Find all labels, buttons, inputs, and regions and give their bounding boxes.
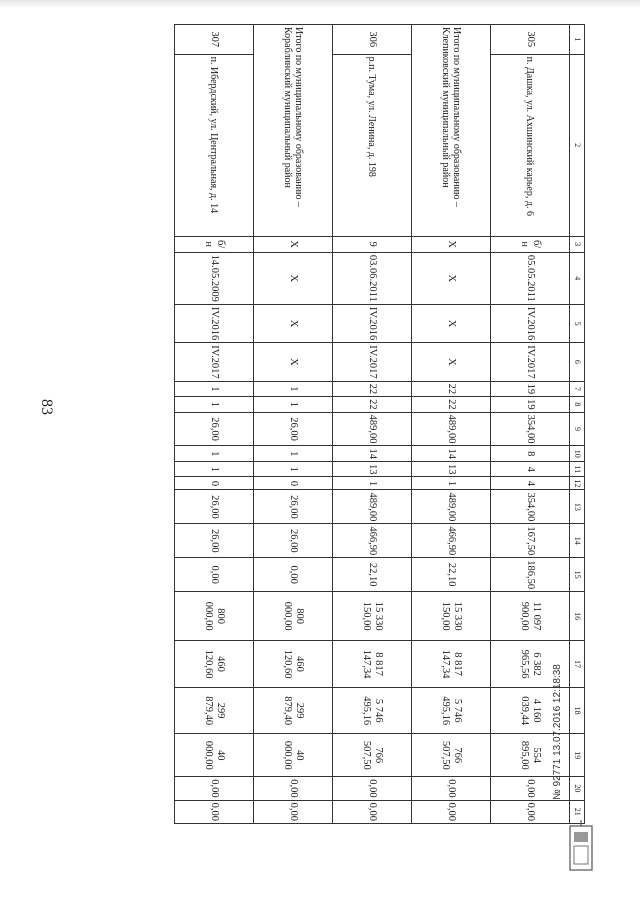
table-cell-col-1: 306	[333, 25, 412, 55]
table-cell-col-7: 22	[412, 381, 491, 397]
table-cell-col-16: 800 000,00	[254, 592, 333, 641]
column-number-20: 20	[570, 777, 585, 800]
column-number-13: 13	[570, 490, 585, 524]
table-cell-col-19: 40 000,00	[254, 734, 333, 777]
table-cell-col-4: X	[254, 252, 333, 304]
column-number-2: 2	[570, 54, 585, 236]
table-cell-col-17: 8 817 147,34	[412, 641, 491, 688]
housing-register-table	[174, 24, 585, 824]
table-cell-col-6: IV.2017	[491, 343, 570, 381]
table-cell-col-18: 5 746 495,16	[412, 687, 491, 734]
table-cell-col-21: 0,00	[491, 800, 570, 823]
table-cell-col-13: 489,00	[412, 490, 491, 524]
table-cell-col-12: 1	[333, 477, 412, 490]
column-number-16: 16	[570, 592, 585, 641]
table-cell-col-17: 460 120,60	[254, 641, 333, 688]
table-cell-col-15: 186,50	[491, 558, 570, 592]
table-cell-col-1: Итого по муниципальному образованию – Кораблинский муниципальный район	[254, 25, 333, 237]
table-cell-col-3: б/н	[491, 236, 570, 252]
column-number-4: 4	[570, 252, 585, 304]
table-cell-col-20: 0,00	[491, 777, 570, 800]
column-number-10: 10	[570, 446, 585, 462]
footer-document-stamp: № 92771 13.07.2016 12:18:38	[552, 664, 563, 800]
table-cell-col-12: 0	[254, 477, 333, 490]
table-cell-col-19: 766 507,50	[333, 734, 412, 777]
table-cell-col-13: 26,00	[175, 490, 254, 524]
table-cell-col-20: 0,00	[412, 777, 491, 800]
column-number-15: 15	[570, 558, 585, 592]
table-cell-col-9: 26,00	[254, 412, 333, 446]
column-number-6: 6	[570, 343, 585, 381]
table-cell-col-1: 305	[491, 25, 570, 55]
table-cell-col-21: 0,00	[175, 800, 254, 823]
table-cell-col-15: 22,10	[412, 558, 491, 592]
table-cell-col-8: 22	[412, 397, 491, 413]
table-cell-col-13: 354,00	[491, 490, 570, 524]
table-cell-col-21: 0,00	[333, 800, 412, 823]
table-cell-col-6: IV.2017	[175, 343, 254, 381]
table-cell-col-21: 0,00	[412, 800, 491, 823]
table-cell-col-18: 299 879,40	[254, 687, 333, 734]
table-cell-col-6: X	[254, 343, 333, 381]
table-cell-col-4: 05.05.2011	[491, 252, 570, 304]
table-cell-col-17: 6 382 965,56	[491, 641, 570, 688]
table-cell-col-19: 40 000,00	[175, 734, 254, 777]
table-row	[175, 25, 254, 824]
table-cell-col-10: 1	[175, 446, 254, 462]
table-cell-col-7: 22	[333, 381, 412, 397]
table-cell-col-5: IV.2016	[175, 304, 254, 342]
table-cell-col-11: 4	[491, 461, 570, 477]
table-row	[254, 25, 333, 824]
table-cell-col-20: 0,00	[333, 777, 412, 800]
table-cell-col-20: 0,00	[175, 777, 254, 800]
scan-edge	[0, 0, 640, 8]
column-number-14: 14	[570, 524, 585, 558]
table-cell-col-10: 1	[254, 446, 333, 462]
column-number-7: 7	[570, 381, 585, 397]
table-cell-col-13: 26,00	[254, 490, 333, 524]
table-cell-col-12: 1	[412, 477, 491, 490]
table-cell-col-8: 22	[333, 397, 412, 413]
table-cell-col-19: 554 895,00	[491, 734, 570, 777]
column-number-5: 5	[570, 304, 585, 342]
column-number-3: 3	[570, 236, 585, 252]
table-cell-col-20: 0,00	[254, 777, 333, 800]
table-cell-col-18: 5 746 495,16	[333, 687, 412, 734]
table-cell-col-7: 19	[491, 381, 570, 397]
table-cell-col-14: 26,00	[254, 524, 333, 558]
column-number-21: 21	[570, 800, 585, 823]
table-cell-col-8: 19	[491, 397, 570, 413]
table-cell-col-4: 14.05.2009	[175, 252, 254, 304]
column-number-17: 17	[570, 641, 585, 688]
column-number-11: 11	[570, 461, 585, 477]
table-cell-col-7: 1	[175, 381, 254, 397]
table-cell-col-9: 489,00	[412, 412, 491, 446]
column-number-19: 19	[570, 734, 585, 777]
table-cell-col-7: 1	[254, 381, 333, 397]
table-cell-col-16: 15 330 150,00	[333, 592, 412, 641]
page-number: 83	[38, 399, 55, 415]
table-cell-col-9: 26,00	[175, 412, 254, 446]
table-cell-col-3: X	[254, 236, 333, 252]
table-cell-col-3: б/н	[175, 236, 254, 252]
table-cell-col-2: р.п. Тума, ул. Ленина, д. 198	[333, 54, 412, 236]
table-cell-col-3: 9	[333, 236, 412, 252]
table-cell-col-16: 11 097 900,00	[491, 592, 570, 641]
table-cell-col-5: X	[412, 304, 491, 342]
table-cell-col-5: X	[254, 304, 333, 342]
table-cell-col-15: 0,00	[254, 558, 333, 592]
table-cell-col-8: 1	[175, 397, 254, 413]
table-cell-col-1: Итого по муниципальному образованию – Клепиковский муниципальный район	[412, 25, 491, 237]
table-cell-col-11: 13	[412, 461, 491, 477]
table-cell-col-16: 800 000,00	[175, 592, 254, 641]
table-cell-col-21: 0,00	[254, 800, 333, 823]
table-cell-col-9: 354,00	[491, 412, 570, 446]
table-cell-col-15: 22,10	[333, 558, 412, 592]
table-cell-col-13: 489,00	[333, 490, 412, 524]
table-cell-col-17: 460 120,60	[175, 641, 254, 688]
table-cell-col-15: 0,00	[175, 558, 254, 592]
table-cell-col-18: 4 160 039,44	[491, 687, 570, 734]
column-number-12: 12	[570, 477, 585, 490]
table-cell-col-2: п. Дашка, ул. Ахшинский карьер, д. 6	[491, 54, 570, 236]
column-number-1: 1	[570, 25, 585, 55]
table-wrapper	[55, 24, 585, 824]
table-cell-col-17: 8 817 147,34	[333, 641, 412, 688]
table-cell-col-4: 03.06.2011	[333, 252, 412, 304]
table-cell-col-6: X	[412, 343, 491, 381]
table-cell-col-10: 8	[491, 446, 570, 462]
table-cell-col-10: 14	[412, 446, 491, 462]
column-number-8: 8	[570, 397, 585, 413]
table-cell-col-14: 167,50	[491, 524, 570, 558]
table-cell-col-12: 0	[175, 477, 254, 490]
emblem-icon	[566, 818, 596, 878]
table-cell-col-11: 1	[175, 461, 254, 477]
table-cell-col-11: 1	[254, 461, 333, 477]
table-cell-col-9: 489,00	[333, 412, 412, 446]
column-number-9: 9	[570, 412, 585, 446]
table-cell-col-11: 13	[333, 461, 412, 477]
table-cell-col-14: 466,90	[412, 524, 491, 558]
table-cell-col-10: 14	[333, 446, 412, 462]
table-row	[412, 25, 491, 824]
table-cell-col-5: IV.2016	[333, 304, 412, 342]
table-cell-col-14: 26,00	[175, 524, 254, 558]
table-cell-col-5: IV.2016	[491, 304, 570, 342]
table-cell-col-6: IV.2017	[333, 343, 412, 381]
table-cell-col-18: 299 879,40	[175, 687, 254, 734]
table-row	[333, 25, 412, 824]
table-cell-col-1: 307	[175, 25, 254, 55]
table-cell-col-2: п. Ибердский, ул. Центральная, д. 14	[175, 54, 254, 236]
table-cell-col-14: 466,90	[333, 524, 412, 558]
table-cell-col-4: X	[412, 252, 491, 304]
table-cell-col-12: 4	[491, 477, 570, 490]
table-cell-col-19: 766 507,50	[412, 734, 491, 777]
table-cell-col-16: 15 330 150,00	[412, 592, 491, 641]
table-cell-col-3: X	[412, 236, 491, 252]
column-number-18: 18	[570, 687, 585, 734]
table-cell-col-8: 1	[254, 397, 333, 413]
